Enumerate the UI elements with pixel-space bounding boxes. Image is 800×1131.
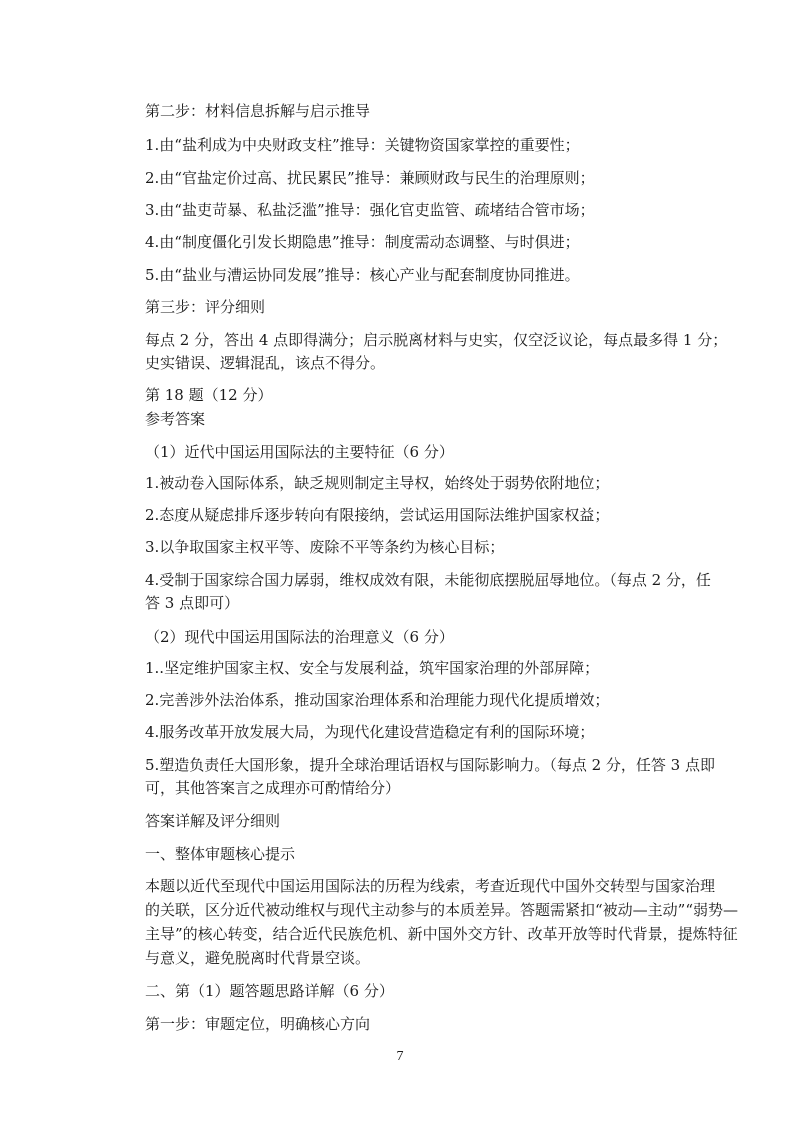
heading-step3: 第三步：评分细则 — [145, 298, 266, 316]
paragraph-line: 史实错误、逻辑混乱，该点不得分。 — [145, 354, 386, 372]
paragraph-line: 1.被动卷入国际体系，缺乏规则制定主导权，始终处于弱势依附地位； — [145, 474, 610, 492]
paragraph-line: 可，其他答案言之成理亦可酌情给分） — [145, 779, 401, 797]
heading-step2: 第二步：材料信息拆解与启示推导 — [145, 102, 371, 120]
answer-heading: 参考答案 — [145, 410, 206, 428]
sub-question-heading: （1）近代中国运用国际法的主要特征（6 分） — [145, 443, 454, 461]
paragraph-line: 本题以近代至现代中国运用国际法的历程为线索，考查近现代中国外交转型与国家治理 — [145, 877, 716, 895]
paragraph-line: 2.由“官盐定价过高、扰民累民”推导：兼顾财政与民生的治理原则； — [145, 169, 595, 187]
paragraph-line: 1.由“盐利成为中央财政支柱”推导：关键物资国家掌控的重要性； — [145, 136, 580, 154]
paragraph-line: 1..坚定维护国家主权、安全与发展利益，筑牢国家治理的外部屏障； — [145, 659, 600, 677]
paragraph-line: 的关联，区分近代被动维权与现代主动参与的本质差异。答题需紧扣“被动—主动”“弱势— — [145, 901, 739, 919]
paragraph-line: 与意义，避免脱离时代背景空谈。 — [145, 949, 371, 967]
paragraph-line: 5.塑造负责任大国形象，提升全球治理话语权与国际影响力。（每点 2 分，任答 3 点即 — [145, 756, 715, 774]
paragraph-line: 每点 2 分，答出 4 点即得满分；启示脱离材料与史实，仅空泛议论，每点最多得 1 分； — [145, 331, 728, 349]
paragraph-line: 2.态度从疑虑排斥逐步转向有限接纳，尝试运用国际法维护国家权益； — [145, 506, 610, 524]
question-heading: 第 18 题（12 分） — [145, 386, 273, 404]
section-heading: 二、第（1）题答题思路详解（6 分） — [145, 982, 394, 1000]
paragraph-line: 3.由“盐吏苛暴、私盐泛滥”推导：强化官吏监管、疏堵结合管市场； — [145, 201, 595, 219]
paragraph-line: 5.由“盐业与漕运协同发展”推导：核心产业与配套制度协同推进。 — [145, 266, 580, 284]
step-heading: 第一步：审题定位，明确核心方向 — [145, 1015, 371, 1033]
paragraph-line: 4.由“制度僵化引发长期隐患”推导：制度需动态调整、与时俱进； — [145, 233, 580, 251]
page-number: 7 — [396, 1049, 404, 1064]
section-heading: 答案详解及评分细则 — [145, 812, 281, 830]
paragraph-line: 3.以争取国家主权平等、废除不平等条约为核心目标； — [145, 538, 505, 556]
paragraph-line: 4.受制于国家综合国力孱弱，维权成效有限，未能彻底摆脱屈辱地位。（每点 2 分，任 — [145, 571, 711, 589]
paragraph-line: 2.完善涉外法治体系，推动国家治理体系和治理能力现代化提质增效； — [145, 691, 610, 709]
paragraph-line: 4.服务改革开放发展大局，为现代化建设营造稳定有利的国际环境； — [145, 723, 595, 741]
section-heading: 一、整体审题核心提示 — [145, 845, 296, 863]
sub-question-heading: （2）现代中国运用国际法的治理意义（6 分） — [145, 628, 454, 646]
paragraph-line: 答 3 点即可） — [145, 594, 240, 612]
paragraph-line: 主导”的核心转变，结合近代民族危机、新中国外交方针、改革开放等时代背景，提炼特征 — [145, 925, 738, 943]
